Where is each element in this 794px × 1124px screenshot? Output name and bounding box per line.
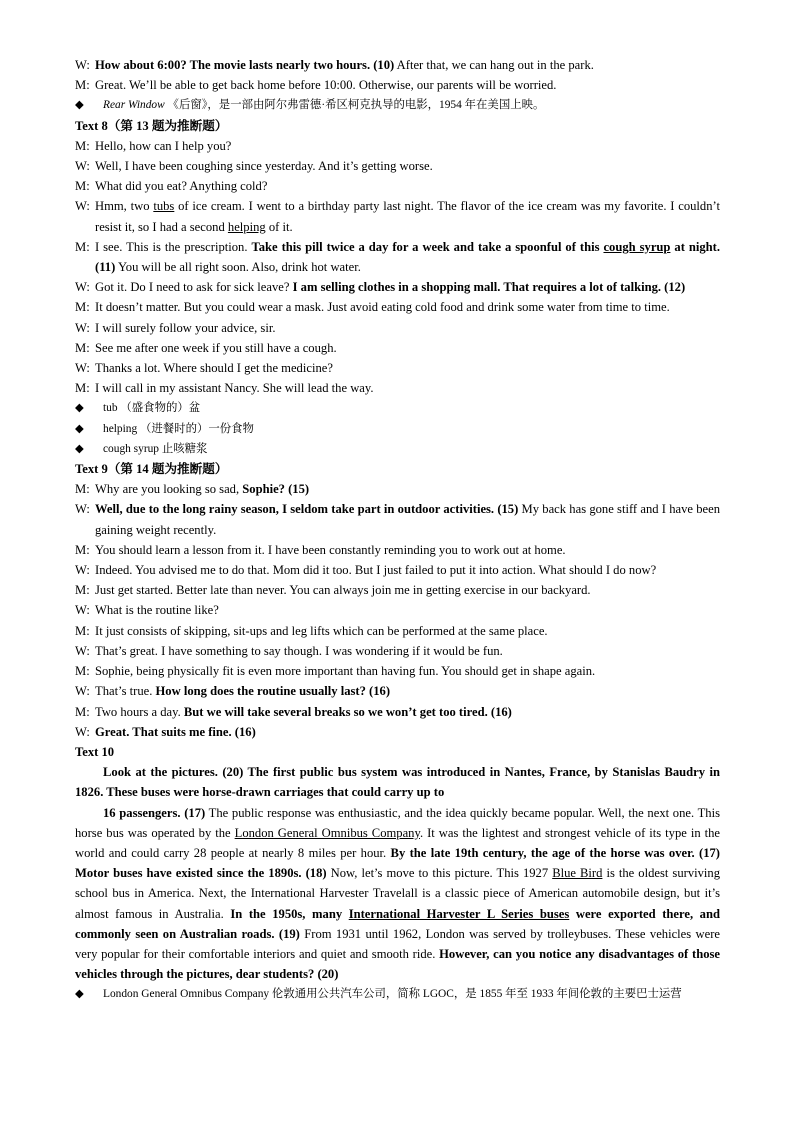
italic-title: Rear Window [103, 99, 165, 112]
underlined-word: cough syrup [603, 239, 671, 254]
text: What is the routine like? [95, 603, 219, 618]
text: Why are you looking so sad, [95, 482, 243, 497]
text: London General Omnibus Company 伦敦通用公共汽车公司，简称 LGOC，是 1855 年至 1933 年间伦敦的主要巴士运营 [103, 988, 682, 1001]
speaker-label: W: [75, 643, 90, 658]
bold-text: I am selling clothes in a shopping mall. That requires a lot of talking. (12) [292, 280, 686, 295]
speaker-label: M: [75, 664, 90, 679]
dialogue-line [75, 176, 720, 196]
text: of it. [265, 219, 293, 234]
bold-text: Look at the pictures. (20) The first public bus system was introduced in Nantes, France, by Stanislas Baudry in 1826. These buses were horse-drawn carriages that could carry up to [75, 765, 720, 800]
speaker-label: M: [75, 78, 90, 93]
text: The public response was enthusiastic, and the idea quickly became popular. Well, the next one. This horse bus was operated by the [75, 805, 720, 840]
bold-text: Great. That suits me fine. (16) [95, 724, 256, 739]
text: tub （盛食物的）盆 [103, 402, 201, 415]
dialogue-line [75, 277, 720, 297]
text: What did you eat? Anything cold? [95, 179, 268, 194]
text: You should learn a lesson from it. I have been constantly reminding you to work out at home. [95, 542, 566, 557]
text: cough syrup 止咳糖浆 [103, 442, 208, 455]
dialogue-line [75, 237, 720, 277]
note-line [75, 984, 720, 1004]
text: It just consists of skipping, sit-ups and leg lifts which can be performed at the same place. [95, 623, 548, 638]
speaker-label: M: [75, 340, 90, 355]
speaker-label: M: [75, 179, 90, 194]
dialogue-line [75, 479, 720, 499]
speaker-label: M: [75, 482, 90, 497]
text: Hello, how can I help you? [95, 138, 232, 153]
dialogue-line [75, 722, 720, 742]
text: From 1931 until 1962, London was served by trolleybuses. These vehicles were very popular for their comfortable interiors and quiet and smooth ride. [75, 926, 720, 961]
bold-text: Take this pill twice a day for a week and take a spoonful of this [251, 239, 604, 254]
dialogue-line [75, 136, 720, 156]
underlined-word: London General Omnibus Company [234, 825, 420, 840]
bold-text: were exported there, and commonly seen on Australian roads. (19) [75, 906, 720, 941]
text: See me after one week if you still have a cough. [95, 340, 337, 355]
dialogue-line [75, 75, 720, 95]
bold-text: In the 1950s, many [230, 906, 349, 921]
underlined-word: Blue Bird [552, 866, 603, 881]
underlined-word: tubs [153, 199, 175, 214]
text: Hmm, two [95, 199, 154, 214]
dialogue-line [75, 55, 720, 75]
dialogue-line [75, 560, 720, 580]
paragraph [75, 762, 720, 802]
paragraph [75, 803, 720, 985]
section-heading: Text 8（第 13 题为推断题） [75, 118, 228, 133]
note-line [75, 95, 720, 115]
text: I will surely follow your advice, sir. [95, 320, 276, 335]
dialogue-line [75, 681, 720, 701]
speaker-label: W: [75, 603, 90, 618]
dialogue-line [75, 156, 720, 176]
bold-text: at night. (11) [95, 239, 721, 275]
diamond-bullet-icon: ◆ [75, 99, 84, 112]
speaker-label: M: [75, 704, 90, 719]
speaker-label: W: [75, 58, 90, 72]
text: Sophie, being physically fit is even more important than having fun. You should get in shape again. [95, 664, 596, 679]
text: Got it. Do I need to ask for sick leave? [95, 280, 293, 295]
diamond-bullet-icon: ◆ [75, 442, 84, 455]
dialogue-line [75, 641, 720, 661]
speaker-label: W: [75, 320, 90, 335]
text: of ice cream. I went to a birthday party last night. The flavor of the ice cream was my favorite. I couldn’t resist it, so I had a second [95, 199, 720, 234]
text: Now, let’s move to this picture. This 1927 [326, 866, 553, 881]
speaker-label: W: [75, 684, 90, 699]
text: is the oldest surviving school bus in America. Next, the International Harvester Travelall is a classic piece of American automobile design, but it’s almost famous in Australia. [75, 866, 721, 921]
bold-text: How about 6:00? The movie lasts nearly two hours. (10) [95, 58, 395, 72]
section-heading: Text 10 [75, 744, 115, 759]
text: That’s true. [95, 684, 156, 699]
text: My back has gone stiff and I have been gaining weight recently. [95, 502, 720, 537]
speaker-label: W: [75, 199, 90, 214]
speaker-label: W: [75, 159, 90, 174]
underlined-word: International Harvester L Series buses [348, 906, 570, 921]
section-heading: Text 9（第 14 题为推断题） [75, 462, 228, 477]
speaker-label: M: [75, 542, 90, 557]
speaker-label: M: [75, 381, 90, 396]
speaker-label: W: [75, 361, 90, 376]
dialogue-line [75, 600, 720, 620]
bold-text: However, can you notice any disadvantages of those vehicles through the pictures, dear students? (20) [75, 946, 720, 982]
text: After that, we can hang out in the park. [394, 58, 594, 72]
diamond-bullet-icon: ◆ [75, 402, 84, 415]
text: I will call in my assistant Nancy. She will lead the way. [95, 381, 374, 396]
dialogue-line [75, 540, 720, 560]
speaker-label: M: [75, 583, 90, 598]
text: Just get started. Better late than never. You can always join me in getting exercise in our backyard. [95, 583, 591, 598]
note-line [75, 419, 720, 439]
speaker-label: W: [75, 563, 90, 578]
dialogue-line [75, 378, 720, 398]
bold-text: Well, due to the long rainy season, I seldom take part in outdoor activities. (15) [95, 502, 519, 517]
text: Great. We’ll be able to get back home before 10:00. Otherwise, our parents will be worried. [95, 78, 557, 93]
text: Two hours a day. [95, 704, 184, 719]
dialogue-line [75, 580, 720, 600]
text: Well, I have been coughing since yesterday. And it’s getting worse. [95, 159, 433, 174]
dialogue-line [75, 196, 720, 236]
dialogue-line [75, 358, 720, 378]
speaker-label: W: [75, 502, 90, 517]
bold-text: By the late 19th century, the age of the horse was over. (17) Motor buses have existed since the 1890s. (18) [75, 845, 721, 881]
note-line [75, 398, 720, 418]
text: It doesn’t matter. But you could wear a mask. Just avoid eating cold food and drink some water from time to time. [95, 300, 670, 315]
dialogue-line [75, 621, 720, 641]
text: Thanks a lot. Where should I get the medicine? [95, 361, 333, 376]
dialogue-line [75, 297, 720, 317]
diamond-bullet-icon: ◆ [75, 422, 84, 435]
text: That’s great. I have something to say though. I was wondering if it would be fun. [95, 643, 503, 658]
speaker-label: M: [75, 300, 90, 315]
speaker-label: W: [75, 724, 90, 739]
speaker-label: M: [75, 623, 90, 638]
note-line [75, 439, 720, 459]
speaker-label: W: [75, 280, 90, 295]
text: Indeed. You advised me to do that. Mom did it too. But I just failed to put it into action. What should I do now? [95, 563, 657, 578]
speaker-label: M: [75, 138, 90, 153]
bold-text: Sophie? (15) [242, 482, 310, 497]
bold-text: How long does the routine usually last? (16) [155, 684, 391, 699]
dialogue-line [75, 702, 720, 722]
text: 《后窗》，是一部由阿尔弗雷德·希区柯克执导的电影，1954 年在美国上映。 [164, 99, 545, 112]
dialogue-line [75, 499, 720, 539]
text: I see. This is the prescription. [95, 239, 252, 254]
text: . It was the lightest and strongest vehicle of its type in the world and could carry 28 people at nearly 8 miles per hour. [75, 825, 720, 860]
text: helping （进餐时的）一份食物 [103, 422, 254, 435]
bold-text: 16 passengers. (17) [103, 805, 206, 820]
diamond-bullet-icon: ◆ [75, 988, 84, 1001]
dialogue-line [75, 338, 720, 358]
speaker-label: M: [75, 239, 90, 254]
underlined-word: helping [227, 219, 266, 234]
dialogue-line [75, 318, 720, 338]
dialogue-line [75, 661, 720, 681]
text: You will be all right soon. Also, drink hot water. [115, 260, 361, 275]
bold-text: But we will take several breaks so we won’t get too tired. (16) [183, 704, 512, 719]
